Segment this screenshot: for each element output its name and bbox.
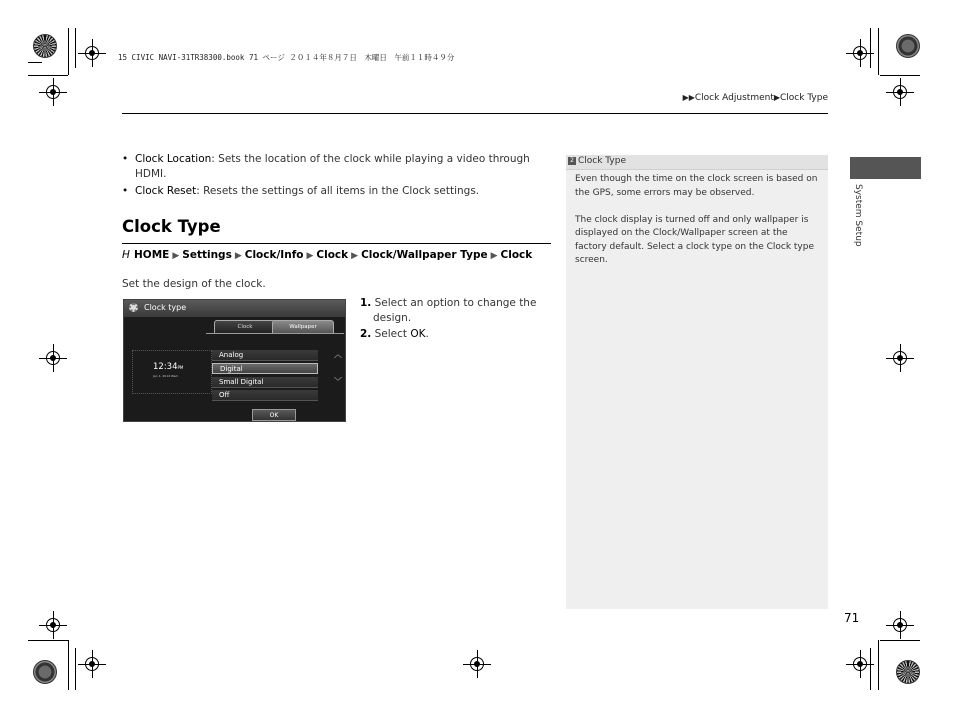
bullet-term: Clock Location [135,153,212,165]
chapter-tab [850,157,921,179]
breadcrumb-item: Clock [316,249,349,261]
bullet-text: : Sets the location of the clock while playing a video through HDMI. [135,153,530,180]
option-small-digital[interactable]: Small Digital [212,377,318,388]
step-text: Select an option to change the design. [373,297,537,324]
running-head-section: Clock Adjustment [694,93,774,103]
breadcrumb-separator: ▶ [306,251,314,261]
registration-mark-icon [46,351,60,365]
breadcrumb-separator: ▶ [172,251,180,261]
registration-mark-icon [85,657,99,671]
breadcrumb-item: Clock/Info [244,249,304,261]
intro-text: Set the design of the clock. [122,278,266,290]
color-wheel-icon [896,34,920,58]
screen-tabs [206,320,341,333]
note-body [575,173,820,281]
step-2 [360,327,550,342]
file-header: 15 CIVIC NAVI-31TR38300.book 71 ページ ２０１４年８月７日 木曜日 午前１１時４９分 [118,53,455,62]
option-analog[interactable]: Analog [212,350,318,361]
note-marker-icon: 2 [568,157,576,165]
step-number: 2. [360,328,372,340]
list-item [122,184,542,199]
breadcrumb-separator: ▶ [351,251,359,261]
chapter-label-text: System Setup [853,184,863,247]
screen-title: Clock type [144,303,187,312]
scroll-up-icon[interactable]: ︿ [334,350,342,359]
section-title: Clock Type [122,217,221,236]
bullet-list [122,152,542,201]
color-wheel-icon [33,660,57,684]
gear-icon [129,303,138,312]
title-rule [122,243,551,244]
tab-wallpaper[interactable]: Wallpaper [272,320,334,333]
option-digital[interactable]: Digital [212,363,318,374]
clock-type-screen [123,299,346,422]
breadcrumb-item: Clock [500,249,533,261]
note-title [568,156,626,166]
running-head-arrows: ▶▶ [682,93,695,102]
running-head-topic: Clock Type [780,93,828,103]
color-wheel-icon [33,34,57,58]
registration-mark-icon [46,618,60,632]
breadcrumb-item: HOME [134,249,170,261]
preview-time [153,362,183,372]
tab-clock[interactable]: Clock [214,320,276,333]
option-off[interactable]: Off [212,390,318,401]
color-wheel-icon [896,660,920,684]
note-title-text: Clock Type [578,156,626,166]
breadcrumb-separator: ▶ [234,251,242,261]
header-rule [122,113,828,114]
breadcrumb-item: Clock/Wallpaper Type [361,249,488,261]
registration-mark-icon [46,85,60,99]
registration-mark-icon [893,85,907,99]
ok-button[interactable]: OK [252,409,296,421]
step-number: 1. [360,297,372,309]
clock-preview [132,350,212,394]
preview-ampm: PM [177,365,184,370]
step-text-end: . [425,328,429,340]
preview-time-value: 12:34 [153,362,178,372]
registration-mark-icon [893,618,907,632]
scroll-down-icon[interactable]: ﹀ [334,377,342,386]
registration-mark-icon [85,46,99,60]
chapter-label [845,184,871,264]
bullet-text: : Resets the settings of all items in the Clock settings. [196,185,480,197]
running-head [683,93,828,103]
registration-mark-icon [853,657,867,671]
steps [360,296,550,343]
registration-mark-icon [853,46,867,60]
breadcrumb-separator: ▶ [490,251,498,261]
tab-underline [206,333,344,334]
step-text: Select [374,328,411,340]
breadcrumb-item: Settings [182,249,232,261]
list-item [122,152,542,182]
registration-mark-icon [470,657,484,671]
running-head-arrow: ▶ [773,93,781,102]
registration-mark-icon [893,351,907,365]
note-paragraph: The clock display is turned off and only wallpaper is displayed on the Clock/Wallpaper screen at the factory default. Select a clock type on the Clock type screen. [575,214,815,265]
step-ok-term: OK [410,328,426,340]
bullet-term: Clock Reset [135,185,197,197]
step-1 [360,296,550,326]
home-path-icon: H [122,249,130,261]
preview-date: Jan 1, 2014 Wed [153,374,178,378]
note-paragraph: Even though the time on the clock screen is based on the GPS, some errors may be observed. [575,174,818,198]
breadcrumb [122,249,532,261]
page-number: 71 [844,611,860,625]
